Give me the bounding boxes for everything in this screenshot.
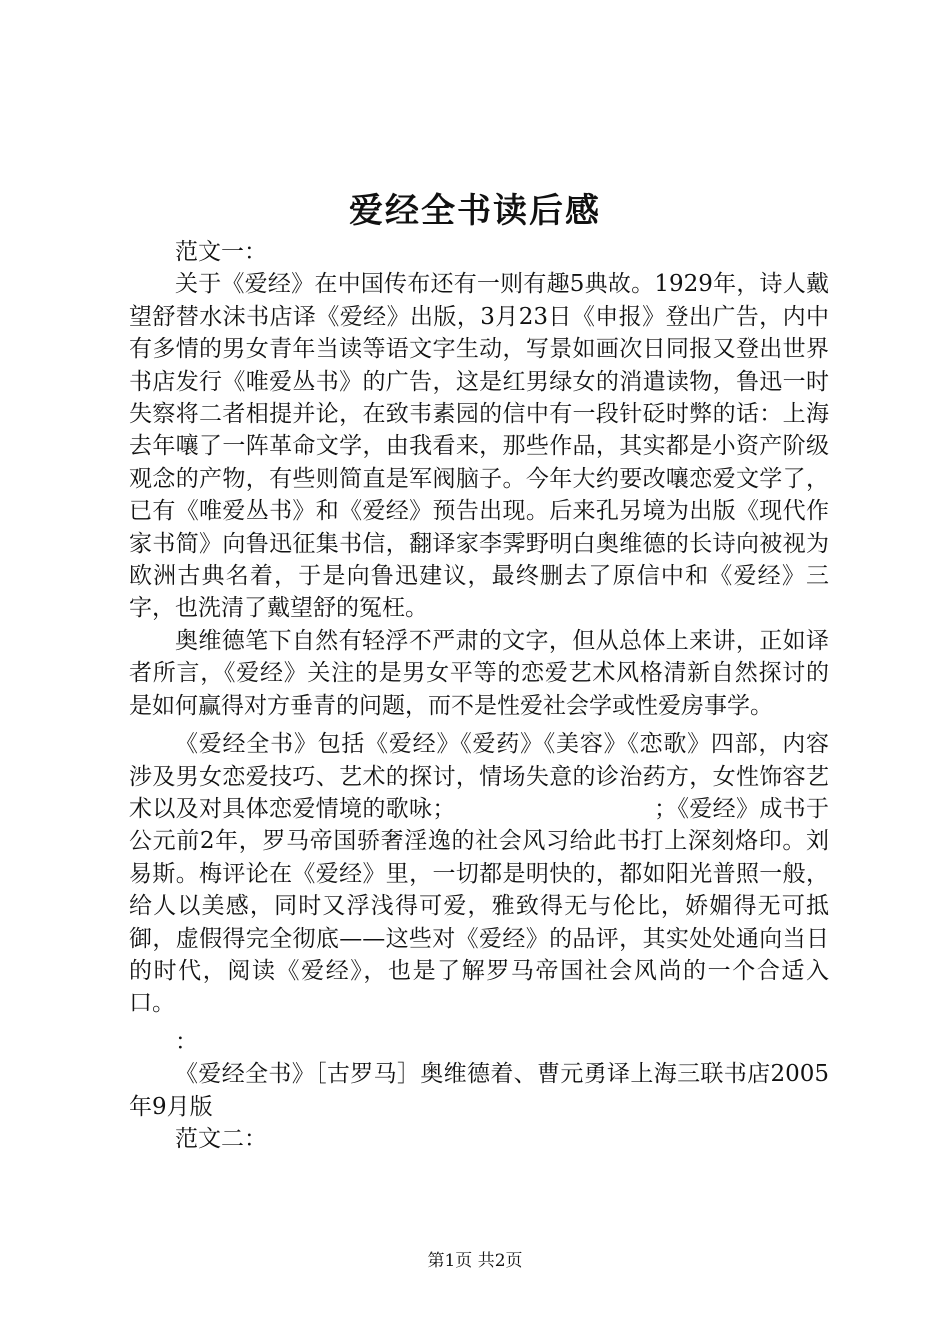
section-heading-1: 范文一： [175, 239, 267, 265]
page-footer: 第1页 共2页 [427, 1251, 523, 1271]
paragraph-2: 奥维德笔下自然有轻浮不严肃的文字，但从总体上来讲，正如译者所言，《爱经》关注的是男女平等的恋爱艺术风格清新自然探讨的是如何赢得对方垂青的问题，而不是性爱社会学或性爱房事学。 [129, 627, 829, 719]
section-heading-2: 范文二： [175, 1125, 267, 1152]
book-citation: 《爱经全书》［古罗马］奥维德着、曹元勇译上海三联书店2005年9月版 [129, 1061, 829, 1120]
document-body [129, 236, 829, 1155]
paragraph-3: 《爱经全书》包括《爱经》《爱药》《美容》《恋歌》四部，内容涉及男女恋爱技巧、艺术的探讨，情场失意的诊治药方，女性饰容艺术以及对具体恋爱情境的歌咏； ；《爱经》成书于公元前2年，罗马帝国骄奢淫逸的社会风习给此书打上深刻烙印。刘易斯。梅评论在《爱经》里，一切都是明快的，都如阳光普照一般，给人以美感，同时又浮浅得可爱，雅致得无与伦比，娇媚得无可抵御，虚假得完全彻底——这些对《爱经》的品评，其实处处通向当日的时代，阅读《爱经》，也是了解罗马帝国社会风尚的一个合适入口。 [129, 731, 829, 1017]
colon-line: ： [175, 1028, 198, 1055]
document-title: 爱经全书读后感 [349, 191, 601, 231]
paragraph-1: 关于《爱经》在中国传布还有一则有趣5典故。1929年，诗人戴望舒替水沫书店译《爱经》出版，3月23日《申报》登出广告，内中有多情的男女青年当读等语文字生动，写景如画次日同报又登出世界书店发行《唯爱丛书》的广告，这是红男绿女的消遣读物，鲁迅一时失察将二者相提并论，在致韦素园的信中有一段针砭时弊的话：上海去年嚷了一阵革命文学，由我看来，那些作品，其实都是小资产阶级观念的产物，有些则简直是军阀脑子。今年大约要改嚷恋爱文学了，已有《唯爱丛书》和《爱经》预告出现。后来孔另境为出版《现代作家书简》向鲁迅征集书信，翻译家李霁野明白奥维德的长诗向被视为欧洲古典名着，于是向鲁迅建议，最终删去了原信中和《爱经》三字，也洗清了戴望舒的冤枉。 [129, 271, 829, 622]
